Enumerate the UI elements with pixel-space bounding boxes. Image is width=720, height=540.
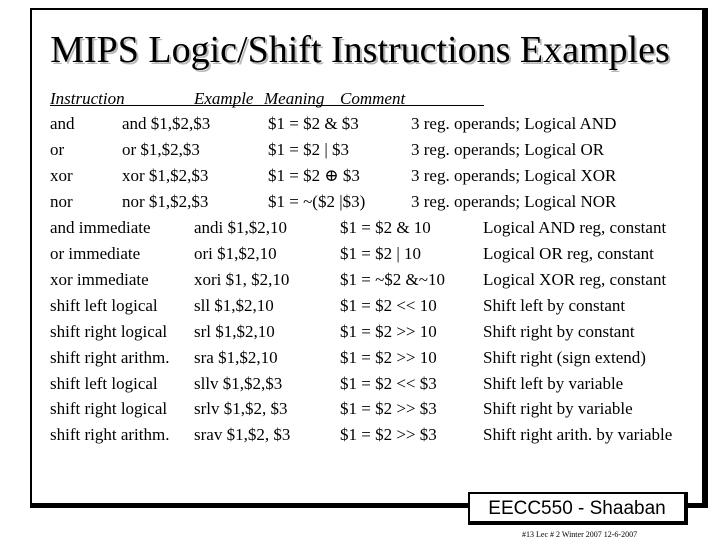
row-example: sll $1,$2,10 (194, 296, 274, 315)
row-comment: Logical AND reg, constant (483, 218, 667, 237)
row-instruction: and immediate (50, 218, 151, 237)
slide-footer: #13 Lec # 2 Winter 2007 12-6-2007 (522, 530, 638, 539)
row-instruction: shift left logical (50, 374, 158, 393)
row-comment: 3 reg. operands; Logical NOR (411, 192, 617, 211)
row-meaning: $1 = $2 >> 10 (340, 348, 437, 367)
row-instruction: shift right arithm. (50, 425, 170, 444)
row-instruction: or immediate (50, 244, 141, 263)
row-meaning: $1 = $2 << 10 (340, 296, 437, 315)
row-example: and $1,$2,$3 (122, 114, 211, 133)
row-example: ori $1,$2,10 (194, 244, 277, 263)
row-example: sllv $1,$2,$3 (194, 374, 283, 393)
row-meaning: $1 = $2 << $3 (340, 374, 437, 393)
row-example: srl $1,$2,10 (194, 322, 275, 341)
row-instruction: xor immediate (50, 270, 149, 289)
row-meaning: $1 = ~$2 &~10 (340, 270, 445, 289)
row-instruction: xor (50, 166, 73, 185)
course-badge: EECC550 - Shaaban (468, 492, 688, 525)
row-comment: Shift right (sign extend) (483, 348, 646, 367)
row-meaning: $1 = $2 >> 10 (340, 322, 437, 341)
row-meaning: $1 = $2 >> $3 (340, 399, 437, 418)
row-instruction: shift right logical (50, 399, 168, 418)
row-example: srav $1,$2, $3 (194, 425, 291, 444)
row-meaning: $1 = $2 & 10 (340, 218, 431, 237)
row-comment: 3 reg. operands; Logical AND (411, 114, 617, 133)
row-meaning: $1 = $2 | $3 (268, 140, 349, 159)
row-example: xori $1, $2,10 (194, 270, 290, 289)
row-example: sra $1,$2,10 (194, 348, 278, 367)
row-meaning: $1 = $2 ⊕ $3 (268, 166, 360, 185)
header-example: Example (194, 89, 254, 108)
row-example: srlv $1,$2, $3 (194, 399, 288, 418)
row-instruction: shift right arithm. (50, 348, 170, 367)
header-meaning: Meaning (264, 89, 325, 108)
row-meaning: $1 = $2 >> $3 (340, 425, 437, 444)
row-comment: 3 reg. operands; Logical XOR (411, 166, 617, 185)
row-meaning: $1 = ~($2 |$3) (268, 192, 366, 211)
row-comment: 3 reg. operands; Logical OR (411, 140, 605, 159)
row-meaning: $1 = $2 & $3 (268, 114, 359, 133)
row-example: xor $1,$2,$3 (122, 166, 209, 185)
row-meaning: $1 = $2 | 10 (340, 244, 421, 263)
row-comment: Logical OR reg, constant (483, 244, 654, 263)
row-comment: Shift right by variable (483, 399, 633, 418)
row-comment: Shift left by constant (483, 296, 626, 315)
header-instruction: Instruction (50, 89, 125, 108)
row-comment: Shift right arith. by variable (483, 425, 673, 444)
header-underline (50, 105, 484, 106)
row-instruction: shift right logical (50, 322, 168, 341)
row-instruction: and (50, 114, 75, 133)
row-example: or $1,$2,$3 (122, 140, 200, 159)
row-comment: Shift left by variable (483, 374, 624, 393)
slide-title: MIPS Logic/Shift Instructions Examples (50, 29, 670, 71)
row-comment: Logical XOR reg, constant (483, 270, 667, 289)
row-instruction: shift left logical (50, 296, 158, 315)
row-instruction: or (50, 140, 65, 159)
row-example: andi $1,$2,10 (194, 218, 288, 237)
row-example: nor $1,$2,$3 (122, 192, 209, 211)
header-comment: Comment (340, 89, 406, 108)
row-comment: Shift right by constant (483, 322, 635, 341)
row-instruction: nor (50, 192, 73, 211)
